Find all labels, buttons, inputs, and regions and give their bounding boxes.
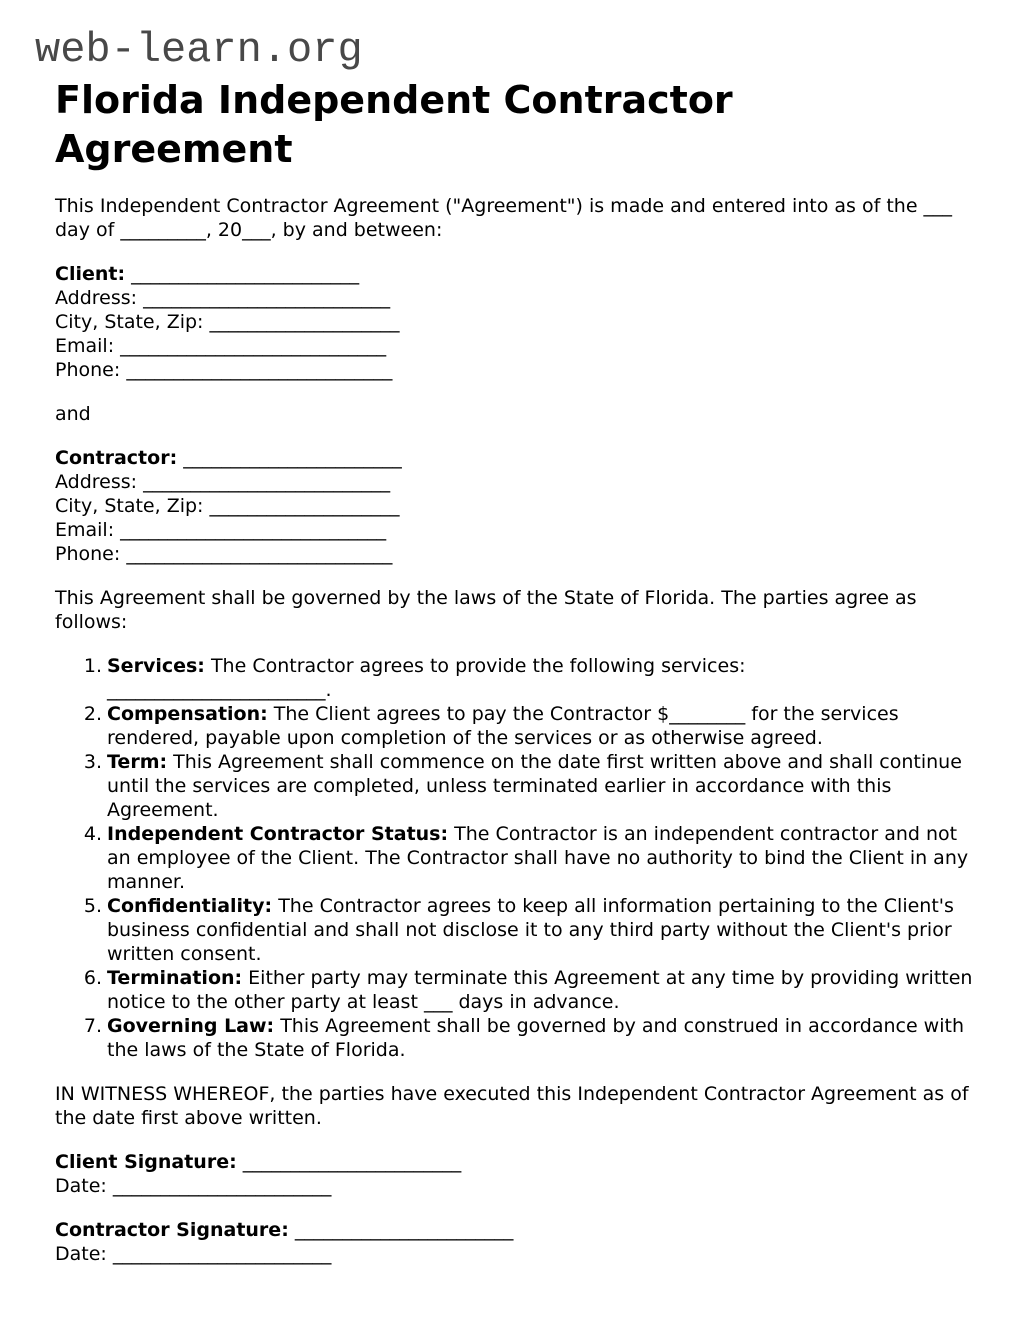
client-field-label: Address: [55, 287, 138, 309]
contractor-field-blank-line: _______________________ [183, 447, 402, 469]
clause-text: Either party may terminate this Agreement at any time by providing written notice to the other party at least ___ days in advance. [107, 967, 973, 1013]
clause-confidentiality [83, 894, 975, 966]
clause-services [83, 654, 975, 702]
client-field-label: Client: [55, 263, 126, 285]
clause-text: This Agreement shall be governed by and construed in accordance with the laws of the State of Florida. [107, 1015, 964, 1061]
contractor-signature-block [55, 1218, 975, 1266]
clause-termination [83, 966, 975, 1014]
clauses-list [83, 654, 975, 1062]
clause-number: 3. [83, 751, 102, 773]
and-connector: and [55, 403, 91, 425]
client-field-label: Email: [55, 335, 115, 357]
clause-title: Governing Law: [107, 1015, 275, 1037]
clause-blank-line: _______________________. [107, 679, 332, 701]
signature-blank-line: _______________________ [294, 1219, 514, 1241]
contractor-field-blank-line: ____________________ [209, 495, 400, 517]
clause-number: 7. [83, 1015, 102, 1037]
clause-body [107, 894, 975, 966]
contractor-field-blank-line: ____________________________ [120, 519, 387, 541]
clause-title: Compensation: [107, 703, 268, 725]
clause-number: 6. [83, 967, 102, 989]
witness-paragraph: IN WITNESS WHEREOF, the parties have executed this Independent Contractor Agreement as of the date first above written. [55, 1083, 969, 1129]
contractor-field-label: Address: [55, 471, 138, 493]
intro-paragraph: This Independent Contractor Agreement ("Agreement") is made and entered into as of the ___ day of _________, 20___, by and between: [55, 195, 953, 241]
client-field-blank-line: ________________________ [131, 263, 360, 285]
clause-body [107, 1014, 975, 1062]
site-logo-text: web-learn.org [35, 26, 363, 74]
client-field-blank-line: __________________________ [143, 287, 391, 309]
signature-label: Client Signature: [55, 1151, 237, 1173]
client-field-blank-line: ____________________ [209, 311, 400, 333]
clause-text: The Contractor agrees to provide the following services: [210, 655, 746, 677]
contractor-field-blank-line: ____________________________ [126, 543, 393, 565]
clause-body [107, 966, 975, 1014]
clause-text: This Agreement shall commence on the date first written above and shall continue until the services are completed, unless terminated earlier in accordance with this Agreement. [107, 751, 962, 821]
clause-text: The Contractor is an independent contractor and not an employee of the Client. The Contractor shall have no authority to bind the Client in any manner. [107, 823, 969, 893]
clause-title: Services: [107, 655, 205, 677]
clause-text: The Contractor agrees to keep all information pertaining to the Client's business confidential and shall not disclose it to any third party without the Client's prior written consent. [107, 895, 954, 965]
clause-title: Term: [107, 751, 168, 773]
signature-blank-line: _______________________ [242, 1151, 462, 1173]
clause-number: 2. [83, 703, 102, 725]
clause-independent-contractor-status [83, 822, 975, 894]
governing-intro-paragraph: This Agreement shall be governed by the laws of the State of Florida. The parties agree as follows: [55, 587, 917, 633]
date-blank-line: _______________________ [112, 1175, 332, 1197]
signature-label: Contractor Signature: [55, 1219, 289, 1241]
contractor-field-label: Email: [55, 519, 115, 541]
contractor-field-blank-line: __________________________ [143, 471, 391, 493]
contractor-info-block [55, 446, 975, 566]
clause-number: 1. [83, 655, 102, 677]
contractor-field-label: City, State, Zip: [55, 495, 204, 517]
contractor-field-label: Contractor: [55, 447, 178, 469]
clause-body [107, 750, 975, 822]
clause-body [107, 654, 975, 702]
clause-title: Confidentiality: [107, 895, 273, 917]
date-label: Date: [55, 1175, 107, 1197]
contractor-field-label: Phone: [55, 543, 121, 565]
client-field-blank-line: ____________________________ [126, 359, 393, 381]
clause-text: The Client agrees to pay the Contractor $________ for the services rendered, payable upon completion of the services or as otherwise agreed. [107, 703, 899, 749]
document-title: Florida Independent Contractor Agreement [55, 78, 733, 171]
date-label: Date: [55, 1243, 107, 1265]
clause-body [107, 702, 975, 750]
clause-title: Termination: [107, 967, 243, 989]
clause-number: 4. [83, 823, 102, 845]
clause-number: 5. [83, 895, 102, 917]
clause-body [107, 822, 975, 894]
client-field-label: City, State, Zip: [55, 311, 204, 333]
date-blank-line: _______________________ [112, 1243, 332, 1265]
clause-governing-law [83, 1014, 975, 1062]
client-field-blank-line: ____________________________ [120, 335, 387, 357]
client-field-label: Phone: [55, 359, 121, 381]
clause-term [83, 750, 975, 822]
client-info-block [55, 262, 975, 382]
client-signature-block [55, 1150, 975, 1198]
clause-title: Independent Contractor Status: [107, 823, 449, 845]
clause-compensation [83, 702, 975, 750]
